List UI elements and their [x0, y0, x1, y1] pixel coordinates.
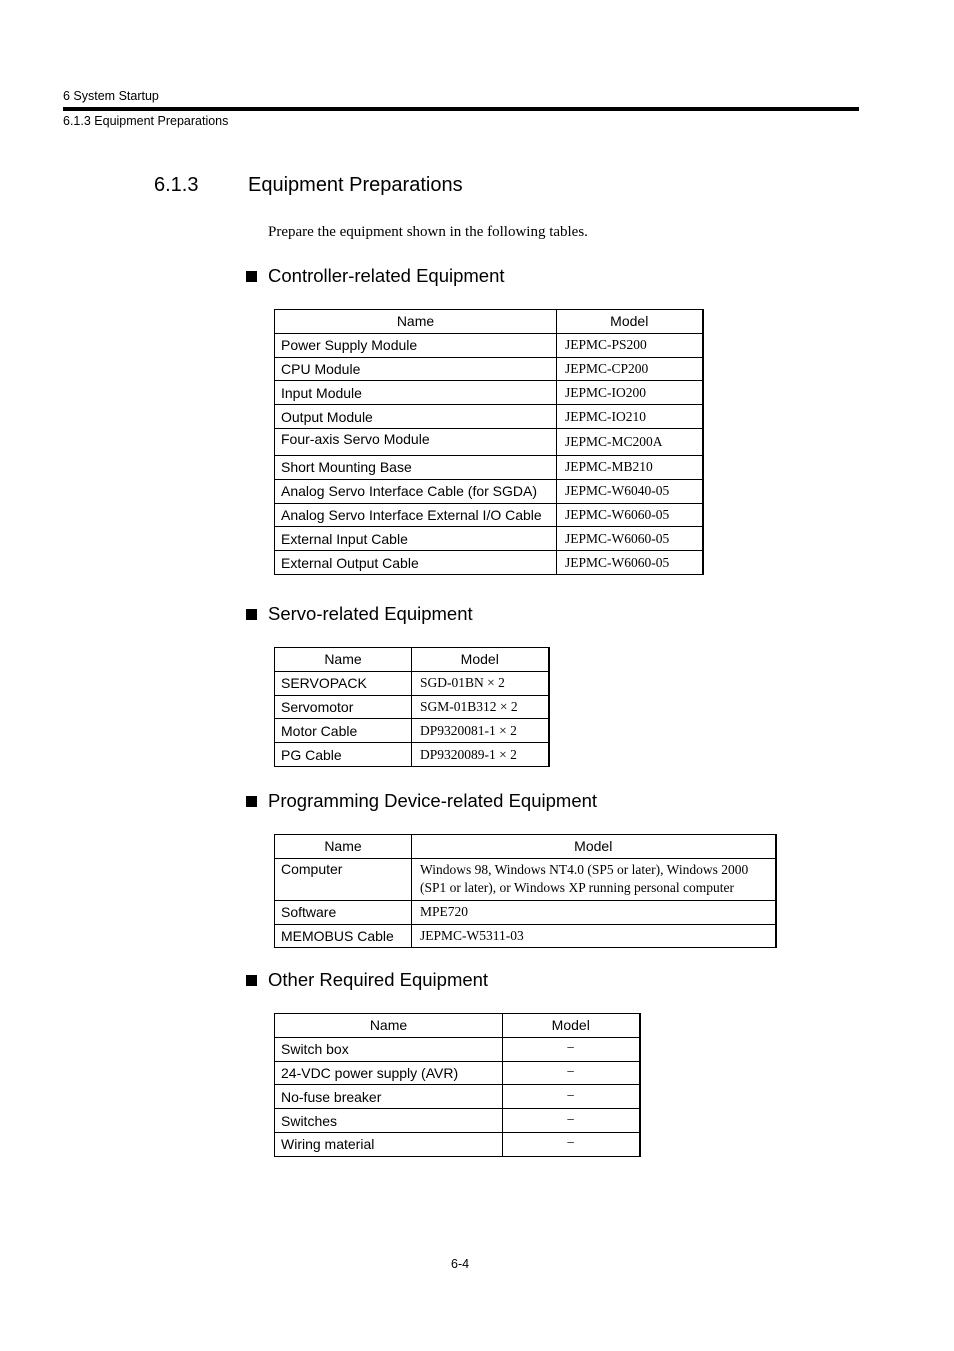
table-row [275, 405, 703, 429]
cell-model: MPE720 [412, 900, 776, 924]
cell-name: Analog Servo Interface External I/O Cable [275, 503, 557, 527]
table-row [275, 1109, 640, 1133]
cell-name: Switches [275, 1109, 503, 1133]
cell-model: JEPMC-IO210 [557, 405, 703, 429]
cell-name: External Output Cable [275, 551, 557, 575]
table-row [275, 455, 703, 479]
cell-model: JEPMC-IO200 [557, 381, 703, 405]
table-row [275, 333, 703, 357]
cell-model: − [503, 1037, 640, 1061]
cell-model: − [503, 1061, 640, 1085]
col-name-header: Name [275, 1014, 503, 1038]
section-number: 6.1.3 [154, 174, 199, 196]
intro-text: Prepare the equipment shown in the following tables. [268, 224, 588, 240]
table-row [275, 357, 703, 381]
bullet-square-icon [246, 975, 257, 986]
cell-name: PG Cable [275, 743, 412, 767]
subheading-programming-text: Programming Device-related Equipment [268, 790, 598, 811]
table-row [275, 381, 703, 405]
table-header-row [275, 648, 549, 672]
bullet-square-icon [246, 609, 257, 620]
cell-model: JEPMC-W5311-03 [412, 924, 776, 948]
programming-table [274, 834, 777, 948]
cell-model: SGM-01B312 × 2 [412, 695, 549, 719]
subheading-programming [246, 790, 597, 812]
cell-model: JEPMC-W6060-05 [557, 503, 703, 527]
cell-name: Short Mounting Base [275, 455, 557, 479]
table-row [275, 479, 703, 503]
cell-model: JEPMC-MB210 [557, 455, 703, 479]
cell-model: JEPMC-PS200 [557, 333, 703, 357]
other-table [274, 1013, 641, 1157]
cell-name: Switch box [275, 1037, 503, 1061]
cell-name: No-fuse breaker [275, 1085, 503, 1109]
subheading-other-text: Other Required Equipment [268, 969, 489, 990]
table-row [275, 428, 703, 455]
subheading-servo [246, 603, 473, 625]
table-row [275, 695, 549, 719]
table-header-row [275, 835, 776, 859]
col-model-header: Model [412, 648, 549, 672]
cell-model: JEPMC-W6060-05 [557, 527, 703, 551]
cell-model: Windows 98, Windows NT4.0 (SP5 or later), Windows 2000 (SP1 or later), or Windows XP running personal computer [412, 858, 776, 900]
header-rule [63, 107, 859, 111]
col-name-header: Name [275, 310, 557, 334]
controller-table [274, 309, 704, 575]
col-name-header: Name [275, 648, 412, 672]
cell-model: − [503, 1132, 640, 1156]
table-row [275, 900, 776, 924]
cell-model: JEPMC-MC200A [557, 428, 703, 455]
header-section: 6.1.3 Equipment Preparations [63, 114, 229, 128]
subheading-servo-text: Servo-related Equipment [268, 603, 473, 624]
table-header-row [275, 310, 703, 334]
table-row [275, 1132, 640, 1156]
cell-model: DP9320081-1 × 2 [412, 719, 549, 743]
subheading-other [246, 969, 488, 991]
cell-name: Input Module [275, 381, 557, 405]
cell-name: CPU Module [275, 357, 557, 381]
cell-name: Motor Cable [275, 719, 412, 743]
col-model-header: Model [503, 1014, 640, 1038]
col-name-header: Name [275, 835, 412, 859]
table-row [275, 503, 703, 527]
table-row [275, 1037, 640, 1061]
cell-name: Computer [275, 858, 412, 900]
cell-name: Output Module [275, 405, 557, 429]
subheading-controller-text: Controller-related Equipment [268, 265, 505, 286]
cell-model: DP9320089-1 × 2 [412, 743, 549, 767]
table-row [275, 1061, 640, 1085]
cell-name: Servomotor [275, 695, 412, 719]
cell-model: JEPMC-W6040-05 [557, 479, 703, 503]
table-row [275, 924, 776, 948]
col-model-header: Model [412, 835, 776, 859]
bullet-square-icon [246, 271, 257, 282]
table-row [275, 743, 549, 767]
cell-name: 24-VDC power supply (AVR) [275, 1061, 503, 1085]
bullet-square-icon [246, 796, 257, 807]
subheading-controller [246, 265, 505, 287]
cell-name: Analog Servo Interface Cable (for SGDA) [275, 479, 557, 503]
cell-model: JEPMC-W6060-05 [557, 551, 703, 575]
cell-name: Wiring material [275, 1132, 503, 1156]
table-row [275, 1085, 640, 1109]
cell-model: − [503, 1109, 640, 1133]
page-number: 6-4 [451, 1257, 470, 1271]
cell-name: SERVOPACK [275, 671, 412, 695]
cell-name: Four-axis Servo Module [275, 428, 557, 455]
cell-model: JEPMC-CP200 [557, 357, 703, 381]
cell-model: − [503, 1085, 640, 1109]
table-header-row [275, 1014, 640, 1038]
cell-name: MEMOBUS Cable [275, 924, 412, 948]
section-title: Equipment Preparations [248, 174, 463, 196]
table-row [275, 719, 549, 743]
cell-model: SGD-01BN × 2 [412, 671, 549, 695]
table-row [275, 551, 703, 575]
servo-table [274, 647, 550, 767]
cell-name: Software [275, 900, 412, 924]
col-model-header: Model [557, 310, 703, 334]
cell-name: External Input Cable [275, 527, 557, 551]
header-chapter: 6 System Startup [63, 89, 159, 103]
table-row [275, 671, 549, 695]
cell-name: Power Supply Module [275, 333, 557, 357]
table-row [275, 858, 776, 900]
table-row [275, 527, 703, 551]
